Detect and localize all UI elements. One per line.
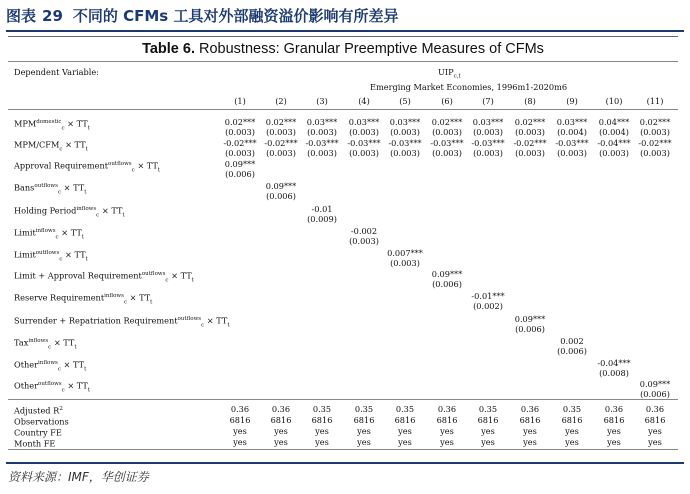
coefficient-cell: 0.04*** bbox=[598, 117, 630, 127]
row-label-interaction: × TT bbox=[168, 270, 192, 281]
row-label-superscript: inflows bbox=[28, 338, 49, 344]
standard-error-cell: (0.002) bbox=[473, 301, 503, 311]
dependent-variable-value bbox=[438, 67, 461, 82]
stat-cell: yes bbox=[315, 426, 329, 436]
stat-cell: yes bbox=[315, 437, 329, 447]
column-header: (5) bbox=[399, 96, 411, 106]
standard-error-cell: (0.006) bbox=[515, 324, 545, 334]
row-label-time-subscript: t bbox=[81, 234, 84, 241]
stat-label bbox=[14, 426, 62, 438]
standard-error-cell: (0.003) bbox=[390, 148, 420, 158]
row-label-superscript: inflows bbox=[76, 206, 97, 212]
column-header: (7) bbox=[482, 96, 494, 106]
standard-error-cell: (0.003) bbox=[640, 148, 670, 158]
coefficient-cell: 0.03*** bbox=[389, 117, 421, 127]
stat-cell: 6816 bbox=[561, 415, 583, 425]
stat-cell: yes bbox=[357, 437, 371, 447]
row-label bbox=[14, 314, 230, 330]
coefficient-cell: -0.002 bbox=[350, 226, 378, 236]
row-label bbox=[14, 269, 194, 285]
bottom-rule bbox=[8, 449, 678, 450]
stat-cell: 0.36 bbox=[520, 404, 540, 414]
footer-rule bbox=[6, 462, 684, 464]
column-header: (3) bbox=[316, 96, 328, 106]
row-label-interaction: × TT bbox=[61, 182, 85, 193]
row-label bbox=[14, 291, 152, 307]
row-label-time-subscript: t bbox=[191, 277, 194, 284]
standard-error-cell: (0.003) bbox=[307, 148, 337, 158]
stat-label-name: Country FE bbox=[14, 427, 62, 438]
coefficient-cell: -0.03*** bbox=[555, 138, 589, 148]
row-label-name: Other bbox=[14, 380, 39, 391]
standard-error-cell: (0.003) bbox=[432, 148, 462, 158]
title-rule bbox=[8, 61, 678, 62]
coefficient-cell: 0.02*** bbox=[514, 117, 546, 127]
standard-error-cell: (0.008) bbox=[599, 368, 629, 378]
stat-cell: yes bbox=[440, 437, 454, 447]
row-label-superscript: inflows bbox=[38, 360, 58, 366]
stat-cell: 0.36 bbox=[437, 404, 457, 414]
coefficient-cell: -0.03*** bbox=[471, 138, 505, 148]
stat-cell: 0.35 bbox=[562, 404, 582, 414]
column-header: (10) bbox=[605, 96, 623, 106]
stat-cell: 0.36 bbox=[271, 404, 291, 414]
standard-error-cell: (0.006) bbox=[640, 389, 670, 399]
row-label-subscript: c bbox=[123, 299, 128, 306]
table-frame bbox=[8, 36, 678, 457]
row-label-superscript: outflows bbox=[35, 250, 60, 256]
coefficient-cell: 0.09*** bbox=[514, 314, 546, 324]
header-rule bbox=[8, 109, 678, 110]
stat-cell: 6816 bbox=[229, 415, 251, 425]
standard-error-cell: (0.006) bbox=[225, 169, 255, 179]
stat-cell: yes bbox=[481, 426, 495, 436]
standard-error-cell: (0.003) bbox=[266, 127, 296, 137]
row-label-time-subscript: t bbox=[84, 366, 87, 373]
stat-cell: yes bbox=[233, 426, 247, 436]
row-label-subscript: c bbox=[59, 256, 63, 263]
row-label bbox=[14, 204, 125, 220]
row-label-interaction: × TT bbox=[99, 205, 123, 216]
dependent-variable-label: Dependent Variable: bbox=[14, 67, 99, 77]
coefficient-cell: 0.007*** bbox=[387, 248, 423, 258]
coefficient-cell: -0.04*** bbox=[597, 138, 631, 148]
row-label-interaction: × TT bbox=[62, 139, 86, 150]
row-label-interaction: × TT bbox=[204, 315, 228, 326]
row-label bbox=[14, 379, 90, 395]
coefficient-cell: 0.02*** bbox=[639, 117, 671, 127]
coefficient-cell: -0.02*** bbox=[638, 138, 672, 148]
row-label-superscript: domestic bbox=[36, 119, 62, 125]
stat-label bbox=[14, 415, 69, 427]
coefficient-cell: -0.02*** bbox=[223, 138, 257, 148]
standard-error-cell: (0.003) bbox=[640, 127, 670, 137]
stat-cell: 6816 bbox=[353, 415, 375, 425]
column-header: (6) bbox=[441, 96, 453, 106]
stat-cell: yes bbox=[565, 426, 579, 436]
row-label-time-subscript: t bbox=[87, 125, 90, 132]
row-label-subscript: c bbox=[96, 212, 100, 219]
row-label-name: Surrender + Repatriation Requirement bbox=[14, 315, 178, 326]
standard-error-cell: (0.006) bbox=[432, 279, 462, 289]
row-label bbox=[14, 358, 86, 374]
row-label-name: Other bbox=[14, 359, 39, 370]
row-label-time-subscript: t bbox=[85, 146, 88, 153]
row-label-time-subscript: t bbox=[157, 167, 161, 174]
stat-cell: 6816 bbox=[477, 415, 499, 425]
row-label-interaction: × TT bbox=[62, 249, 86, 260]
coefficient-cell: -0.03*** bbox=[305, 138, 339, 148]
standard-error-cell: (0.003) bbox=[225, 127, 255, 137]
standard-error-cell: (0.003) bbox=[390, 258, 420, 268]
row-label-interaction: × TT bbox=[64, 118, 88, 129]
stat-cell: 6816 bbox=[603, 415, 625, 425]
standard-error-cell: (0.003) bbox=[266, 148, 296, 158]
stat-cell: 6816 bbox=[311, 415, 333, 425]
row-label bbox=[14, 181, 86, 197]
row-label bbox=[14, 336, 77, 352]
stat-cell: yes bbox=[607, 437, 621, 447]
stat-cell: 6816 bbox=[436, 415, 458, 425]
standard-error-cell: (0.003) bbox=[515, 148, 545, 158]
row-label-time-subscript: t bbox=[85, 256, 88, 263]
stat-cell: yes bbox=[357, 426, 371, 436]
standard-error-cell: (0.006) bbox=[266, 191, 296, 201]
row-label bbox=[14, 226, 84, 242]
dependent-variable-subscript: c,t bbox=[453, 73, 461, 80]
row-label-subscript: c bbox=[131, 167, 135, 174]
row-label-subscript: c bbox=[201, 322, 205, 329]
row-label-name: Bans bbox=[14, 182, 35, 193]
stat-cell: 0.36 bbox=[230, 404, 250, 414]
standard-error-cell: (0.003) bbox=[515, 127, 545, 137]
stat-cell: 0.36 bbox=[645, 404, 665, 414]
coefficient-cell: 0.03*** bbox=[556, 117, 588, 127]
coefficient-cell: 0.03*** bbox=[348, 117, 380, 127]
coefficient-cell: 0.002 bbox=[560, 336, 584, 346]
stat-label-name: Month FE bbox=[14, 438, 56, 449]
figure-title: 不同的 CFMs 工具对外部融资溢价影响有所差异 bbox=[72, 7, 399, 25]
stat-label-name: Adjusted R bbox=[14, 405, 60, 416]
stat-cell: yes bbox=[523, 437, 537, 447]
stat-cell: yes bbox=[481, 437, 495, 447]
coefficient-cell: -0.03*** bbox=[347, 138, 381, 148]
row-label bbox=[14, 248, 88, 264]
row-label-subscript: c bbox=[61, 387, 65, 394]
coefficient-cell: -0.01 bbox=[311, 204, 333, 214]
stat-cell: 0.35 bbox=[312, 404, 332, 414]
row-label-name: Reserve Requirement bbox=[14, 292, 105, 303]
row-label-subscript: c bbox=[55, 234, 59, 241]
row-label-superscript: outflows bbox=[141, 271, 166, 277]
row-label-subscript: c bbox=[61, 125, 65, 132]
column-header: (1) bbox=[234, 96, 246, 106]
standard-error-cell: (0.003) bbox=[349, 127, 379, 137]
stat-cell: yes bbox=[274, 426, 288, 436]
row-label-interaction: × TT bbox=[60, 359, 85, 370]
row-label-time-subscript: t bbox=[150, 299, 153, 306]
column-header: (8) bbox=[524, 96, 536, 106]
stat-cell: yes bbox=[565, 437, 579, 447]
row-label-interaction: × TT bbox=[127, 292, 151, 303]
row-label-subscript: c bbox=[57, 366, 61, 373]
standard-error-cell: (0.004) bbox=[599, 127, 629, 137]
table-title-text: Robustness: Granular Preemptive Measures of CFMs bbox=[194, 41, 544, 57]
row-label bbox=[14, 117, 90, 133]
row-label-interaction: × TT bbox=[58, 227, 82, 238]
coefficient-cell: 0.03*** bbox=[472, 117, 504, 127]
standard-error-cell: (0.003) bbox=[432, 127, 462, 137]
row-label-interaction: × TT bbox=[64, 380, 88, 391]
standard-error-cell: (0.009) bbox=[307, 214, 337, 224]
coefficient-cell: 0.09*** bbox=[224, 159, 256, 169]
coefficient-cell: 0.03*** bbox=[306, 117, 338, 127]
row-label-name: Holding Period bbox=[14, 205, 77, 216]
row-label-subscript: c bbox=[59, 146, 63, 153]
standard-error-cell: (0.003) bbox=[390, 127, 420, 137]
source-note: 资料来源：IMF，华创证券 bbox=[8, 470, 149, 484]
row-label-superscript: outflows bbox=[34, 183, 58, 189]
row-label-time-subscript: t bbox=[227, 322, 230, 329]
sample-description: Emerging Market Economies, 1996m1-2020m6 bbox=[370, 82, 568, 92]
row-label-name: MPM/CFM bbox=[14, 139, 60, 150]
table-title bbox=[8, 41, 678, 57]
standard-error-cell: (0.004) bbox=[557, 127, 587, 137]
figure-header bbox=[6, 4, 684, 32]
stat-label bbox=[14, 404, 63, 416]
standard-error-cell: (0.003) bbox=[225, 148, 255, 158]
stat-cell: 0.35 bbox=[395, 404, 415, 414]
stat-cell: 6816 bbox=[270, 415, 292, 425]
row-label-name: Approval Requirement bbox=[14, 160, 109, 171]
stat-cell: 6816 bbox=[394, 415, 416, 425]
coefficient-cell: -0.02*** bbox=[513, 138, 547, 148]
stats-rule bbox=[8, 399, 678, 400]
figure-prefix: 图表 bbox=[6, 7, 37, 25]
row-label-name: MPM bbox=[14, 118, 37, 129]
stat-cell: yes bbox=[648, 426, 662, 436]
stat-cell: yes bbox=[607, 426, 621, 436]
stat-cell: 6816 bbox=[644, 415, 666, 425]
coefficient-cell: -0.04*** bbox=[597, 358, 631, 368]
row-label-name: Tax bbox=[14, 337, 29, 348]
column-header: (9) bbox=[566, 96, 578, 106]
standard-error-cell: (0.003) bbox=[473, 148, 503, 158]
row-label-superscript: inflows bbox=[104, 293, 124, 299]
column-header: (11) bbox=[646, 96, 664, 106]
row-label-superscript: inflows bbox=[35, 228, 56, 234]
stat-label-superscript: 2 bbox=[59, 406, 63, 412]
row-label-superscript: outflows bbox=[108, 161, 132, 167]
row-label-superscript: outflows bbox=[38, 381, 62, 387]
standard-error-cell: (0.003) bbox=[599, 148, 629, 158]
coefficient-cell: 0.02*** bbox=[265, 117, 297, 127]
coefficient-cell: 0.09*** bbox=[265, 181, 297, 191]
table-title-number: Table 6. bbox=[142, 41, 195, 57]
row-label bbox=[14, 138, 88, 154]
stat-cell: 0.36 bbox=[604, 404, 624, 414]
row-label bbox=[14, 159, 160, 175]
coefficient-cell: 0.09*** bbox=[639, 379, 671, 389]
coefficient-cell: 0.02*** bbox=[224, 117, 256, 127]
stat-cell: yes bbox=[398, 426, 412, 436]
stat-cell: 6816 bbox=[519, 415, 541, 425]
standard-error-cell: (0.003) bbox=[557, 148, 587, 158]
row-label-name: Limit bbox=[14, 249, 36, 260]
row-label-interaction: × TT bbox=[51, 337, 75, 348]
row-label-subscript: c bbox=[165, 277, 169, 284]
row-label-subscript: c bbox=[57, 189, 62, 196]
stat-cell: yes bbox=[274, 437, 288, 447]
stat-cell: yes bbox=[398, 437, 412, 447]
row-label-name: Limit + Approval Requirement bbox=[14, 270, 142, 281]
row-label-superscript: outflows bbox=[177, 316, 202, 322]
column-header: (2) bbox=[275, 96, 287, 106]
figure-number: 29 bbox=[42, 7, 63, 25]
row-label-time-subscript: t bbox=[122, 212, 125, 219]
dependent-variable-symbol: UIP bbox=[438, 67, 454, 77]
stat-label-name: Observations bbox=[14, 416, 69, 427]
standard-error-cell: (0.006) bbox=[557, 346, 587, 356]
standard-error-cell: (0.003) bbox=[307, 127, 337, 137]
stat-cell: yes bbox=[233, 437, 247, 447]
row-label-interaction: × TT bbox=[134, 160, 158, 171]
coefficient-cell: -0.01*** bbox=[471, 291, 505, 301]
column-header: (4) bbox=[358, 96, 370, 106]
stat-cell: yes bbox=[440, 426, 454, 436]
stat-label bbox=[14, 437, 55, 449]
row-label-subscript: c bbox=[48, 344, 52, 351]
coefficient-cell: 0.09*** bbox=[431, 269, 463, 279]
stat-cell: yes bbox=[648, 437, 662, 447]
stat-cell: 0.35 bbox=[478, 404, 498, 414]
row-label-name: Limit bbox=[14, 227, 36, 238]
standard-error-cell: (0.003) bbox=[349, 236, 379, 246]
coefficient-cell: -0.03*** bbox=[388, 138, 422, 148]
stat-cell: 0.35 bbox=[354, 404, 374, 414]
standard-error-cell: (0.003) bbox=[473, 127, 503, 137]
row-label-time-subscript: t bbox=[84, 189, 87, 196]
row-label-time-subscript: t bbox=[87, 387, 91, 394]
coefficient-cell: -0.02*** bbox=[264, 138, 298, 148]
stat-cell: yes bbox=[523, 426, 537, 436]
coefficient-cell: -0.03*** bbox=[430, 138, 464, 148]
standard-error-cell: (0.003) bbox=[349, 148, 379, 158]
row-label-time-subscript: t bbox=[74, 344, 77, 351]
coefficient-cell: 0.02*** bbox=[431, 117, 463, 127]
